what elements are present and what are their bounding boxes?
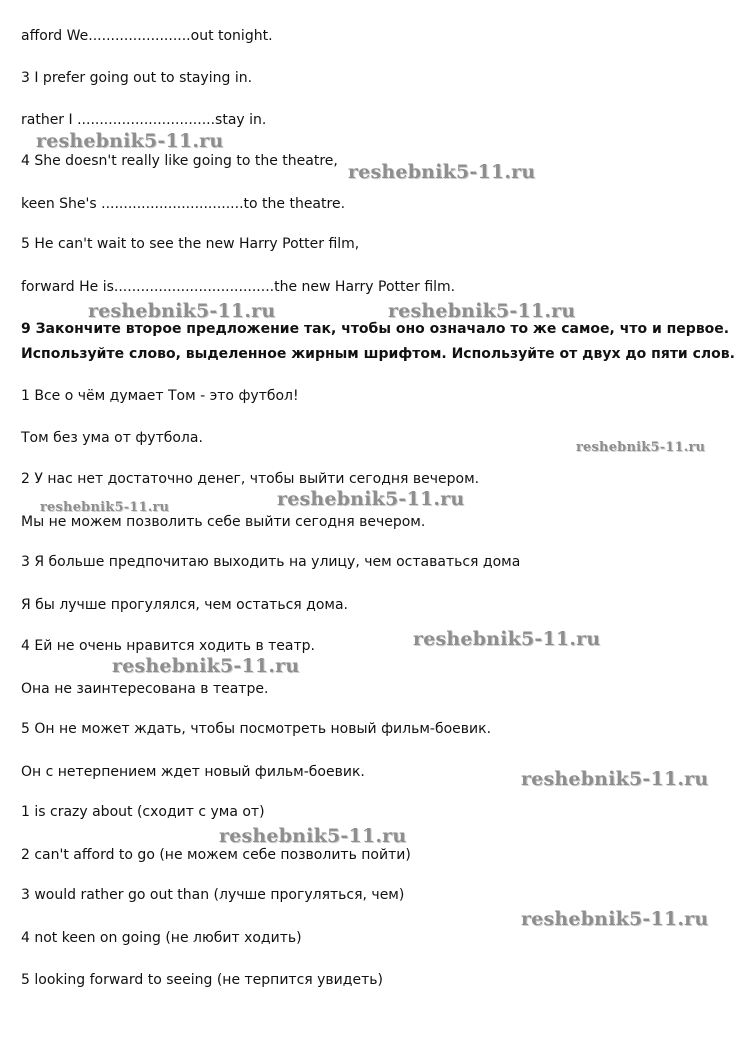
text-line: rather I ...............................stay in. [21, 112, 267, 128]
watermark: reshebnik5-11.ru [40, 500, 170, 515]
text-line: Он с нетерпением ждет новый фильм-боевик. [21, 764, 365, 780]
watermark: reshebnik5-11.ru [388, 300, 576, 322]
text-line: Я бы лучше прогулялся, чем остаться дома. [21, 597, 348, 613]
text-line: Она не заинтересована в театре. [21, 681, 269, 697]
text-line: keen She's ................................to the theatre. [21, 196, 346, 212]
text-line: 3 I prefer going out to staying in. [21, 70, 253, 86]
watermark: reshebnik5-11.ru [36, 130, 224, 152]
text-line: 5 Он не может ждать, чтобы посмотреть новый фильм-боевик. [21, 721, 492, 737]
answer-line: 4 not keen on going (не любит ходить) [21, 930, 302, 946]
watermark: reshebnik5-11.ru [88, 300, 276, 322]
text-line: Том без ума от футбола. [21, 430, 203, 446]
exercise-heading: 9 Закончите второе предложение так, чтобы оно означало то же самое, что и первое. [21, 321, 730, 337]
watermark: reshebnik5-11.ru [277, 488, 465, 510]
watermark: reshebnik5-11.ru [521, 768, 709, 790]
text-line: 3 Я больше предпочитаю выходить на улицу, чем оставаться дома [21, 554, 521, 570]
watermark: reshebnik5-11.ru [576, 440, 706, 455]
text-line: forward He is....................................the new Harry Potter film. [21, 279, 456, 295]
text-line: 4 Ей не очень нравится ходить в театр. [21, 638, 315, 654]
text-line: 4 She doesn't really like going to the theatre, [21, 153, 338, 169]
text-line: 2 У нас нет достаточно денег, чтобы выйти сегодня вечером. [21, 471, 480, 487]
watermark: reshebnik5-11.ru [219, 825, 407, 847]
watermark: reshebnik5-11.ru [413, 628, 601, 650]
answer-line: 3 would rather go out than (лучше прогуляться, чем) [21, 887, 405, 903]
answer-line: 5 looking forward to seeing (не терпится увидеть) [21, 972, 383, 988]
answer-line: 2 can't afford to go (не можем себе позволить пойти) [21, 847, 411, 863]
watermark: reshebnik5-11.ru [348, 161, 536, 183]
watermark: reshebnik5-11.ru [112, 655, 300, 677]
answer-line: 1 is crazy about (сходит с ума от) [21, 804, 265, 820]
text-line: 5 He can't wait to see the new Harry Potter film, [21, 236, 360, 252]
text-line: afford We.......................out tonight. [21, 28, 273, 44]
text-line: Мы не можем позволить себе выйти сегодня вечером. [21, 514, 426, 530]
watermark: reshebnik5-11.ru [521, 908, 709, 930]
exercise-instruction: Используйте слово, выделенное жирным шрифтом. Используйте от двух до пяти слов. [21, 346, 735, 362]
text-line: 1 Все о чём думает Том - это футбол! [21, 388, 299, 404]
